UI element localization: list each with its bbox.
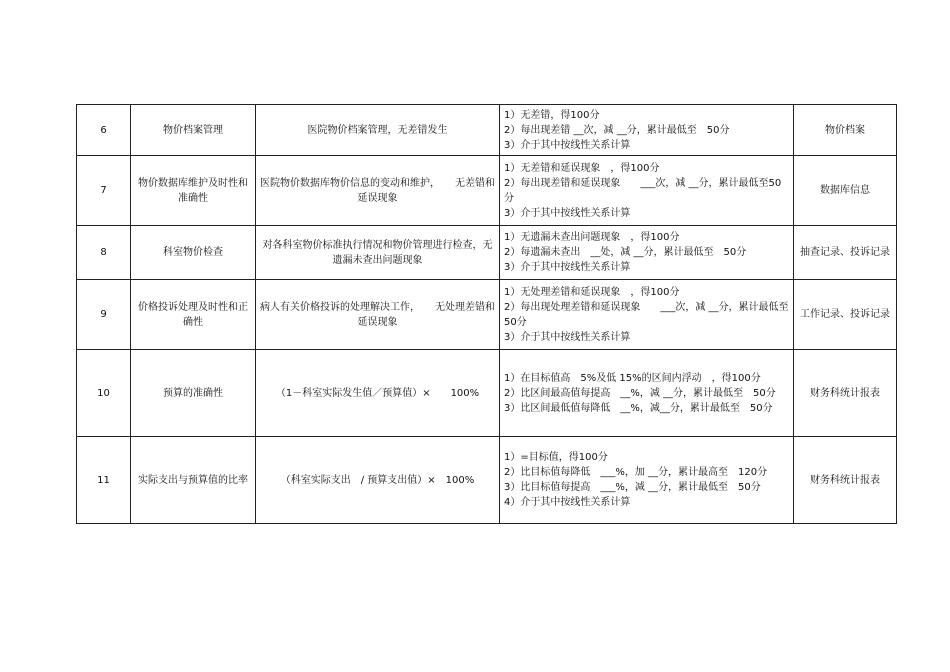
scoring-rules [500,105,794,156]
indicator-name: 预算的准确性 [131,350,256,437]
row-number: 11 [77,437,131,524]
rule-line: 1）在目标值高 5%及低 15%的区间内浮动 ，得100分 [504,372,761,384]
data-source: 抽查记录、投诉记录 [794,226,897,280]
indicator-standard: 医院物价档案管理，无差错发生 [256,105,500,156]
row-number: 7 [77,156,131,226]
table-row [77,156,897,226]
row-number: 10 [77,350,131,437]
table-row [77,280,897,350]
rule-line: 2）每出现差错和延误现象 ___次，减 __分，累计最低至50分 [504,177,782,204]
indicator-name: 实际支出与预算值的比率 [131,437,256,524]
rule-line: 1）=目标值，得100分 [504,452,608,463]
indicator-name: 物价数据库维护及时性和准确性 [131,156,256,226]
rule-line: 2）每遗漏未查出 __处，减 __分，累计最低至 50分 [504,247,747,258]
table-row [77,437,897,524]
scoring-rules [500,280,794,350]
rule-line: 1）无遗漏未查出问题现象 ，得100分 [504,232,680,243]
indicator-standard: 病人有关价格投诉的处理解决工作， 无处理差错和延误现象 [256,280,500,350]
rule-line: 3）比目标值每提高 ___%，减 __分，累计最低至 50分 [504,482,761,493]
data-source: 数据库信息 [794,156,897,226]
rule-line: 1）无差错，得100分 [504,109,600,121]
indicator-name: 价格投诉处理及时性和正确性 [131,280,256,350]
rule-line: 1）无处理差错和延误现象 ，得100分 [504,286,680,298]
indicator-standard: （科室实际支出 / 预算支出值）× 100% [256,437,500,524]
indicator-standard: 对各科室物价标准执行情况和物价管理进行检查，无遗漏未查出问题现象 [256,226,500,280]
table-row [77,226,897,280]
rule-line: 4）介于其中按线性关系计算 [504,497,631,508]
table-row [77,350,897,437]
rule-line: 3）比区间最低值每降低 __%，减__分，累计最低至 50分 [504,402,773,414]
rule-line: 2）比目标值每降低 ___%，加 __分，累计最高至 120分 [504,467,768,478]
data-source: 物价档案 [794,105,897,156]
data-source: 工作记录、投诉记录 [794,280,897,350]
scoring-rules [500,437,794,524]
scoring-rules [500,350,794,437]
rule-line: 2）每出现差错 __次，减 __分，累计最低至 50分 [504,124,730,136]
rule-line: 3）介于其中按线性关系计算 [504,262,631,273]
rule-line: 1）无差错和延误现象 ，得100分 [504,162,660,174]
indicator-name: 物价档案管理 [131,105,256,156]
indicator-standard: （1－科室实际发生值／预算值）× 100% [256,350,500,437]
scoring-rules [500,226,794,280]
rule-line: 3）介于其中按线性关系计算 [504,139,631,151]
table-row [77,105,897,156]
row-number: 9 [77,280,131,350]
data-source: 财务科统计报表 [794,350,897,437]
scoring-rules [500,156,794,226]
data-source: 财务科统计报表 [794,437,897,524]
indicator-standard: 医院物价数据库物价信息的变动和维护， 无差错和延误现象 [256,156,500,226]
assessment-table [76,104,897,524]
rule-line: 2）每出现处理差错和延误现象 ___次，减 __分，累计最低至 50分 [504,301,789,328]
row-number: 8 [77,226,131,280]
indicator-name: 科室物价检查 [131,226,256,280]
row-number: 6 [77,105,131,156]
rule-line: 2）比区间最高值每提高 __%，减 __分，累计最低至 50分 [504,387,776,399]
rule-line: 3）介于其中按线性关系计算 [504,331,631,343]
rule-line: 3）介于其中按线性关系计算 [504,207,631,219]
